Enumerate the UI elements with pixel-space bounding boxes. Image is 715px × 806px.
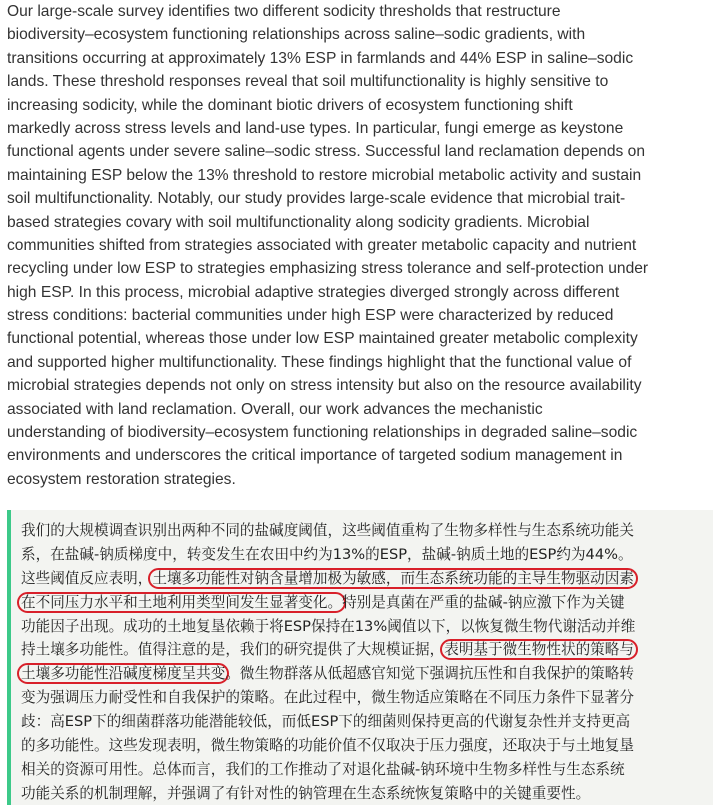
chinese-text-segment: 持土壤多功能性。值得注意的是，我们的研究提供了大规模证据， [21,641,445,659]
english-line: functional agents under severe saline–sodic stress. Successful land reclamation depends on [7,143,645,161]
chinese-translation-text [21,519,707,806]
chinese-text-segment: 这些阈值反应表明， [21,569,153,587]
english-abstract-paragraph [7,0,707,491]
english-line: based strategies covary with soil multifunctionality along sodicity gradients. Microbial [7,213,590,231]
blockquote-accent-bar [7,510,11,805]
english-line: recycling under low ESP to strategies emphasizing stress tolerance and self-protection under [7,260,649,278]
highlight-circle-covariation: 土壤多功能性沿碱度梯度呈共变 [17,663,229,684]
english-line: markedly across stress levels and land-use types. In particular, fungi emerge as keystone [7,119,624,137]
english-line: environments and underscores the critical importance of targeted sodium management in [7,447,623,465]
chinese-line [21,591,707,615]
chinese-text-segment: 。微生物群落从低超感官知觉下强调抗压性和自我保护的策略转 [225,665,634,683]
chinese-line: 的多功能性。这些发现表明，微生物策略的功能价值不仅取决于压力强度，还取决于与土地复垦 [21,737,634,755]
chinese-line [21,638,707,662]
english-line: communities shifted from strategies associated with greater metabolic capacity and nutrient [7,236,637,254]
english-line: ecosystem restoration strategies. [7,470,236,488]
english-line: lands. These threshold responses reveal that soil multifunctionality is highly sensitive to [7,73,609,91]
english-line: transitions occurring at approximately 13% ESP in farmlands and 44% ESP in saline–sodic [7,49,634,67]
english-line: maintaining ESP below the 13% threshold to restore microbial metabolic activity and sustain [7,166,642,184]
chinese-line: 系，在盐碱-钠质梯度中，转变发生在农田中约为13%的ESP，盐碱-钠质土地的ESP约为44%。 [21,545,633,563]
english-line: functional potential, whereas those under low ESP maintained greater metabolic complexity [7,330,638,348]
highlight-circle-multifunctionality-sensitivity: 土壤多功能性对钠含量增加极为敏感，而生态系统功能的主导生物驱动因素 [148,568,638,589]
english-line: increasing sodicity, while the dominant biotic drivers of ecosystem functioning shift [7,96,573,114]
english-line: microbial strategies depends not only on stress intensity but also on the resource availability [7,377,642,395]
chinese-line: 功能关系的机制理解，并强调了有针对性的钠管理在生态系统恢复策略中的关键重要性。 [21,784,591,802]
chinese-line [21,567,707,591]
chinese-line: 变为强调压力耐受性和自我保护的策略。在此过程中，微生物适应策略在不同压力条件下显著分 [21,689,634,707]
english-line: associated with land reclamation. Overall, our work advances the mechanistic [7,400,543,418]
chinese-line: 歧：高ESP下的细菌群落功能潜能较低，而低ESP下的细菌则保持更高的代谢复杂性并支持更高 [21,713,631,731]
english-line: high ESP. In this process, microbial adaptive strategies diverged strongly across different [7,283,620,301]
highlight-circle-trait-strategies: 表明基于微生物性状的策略与 [440,639,638,660]
chinese-line: 相关的资源可用性。总体而言，我们的工作推动了对退化盐碱-钠环境中生物多样性与生态系统 [21,760,625,778]
chinese-translation-blockquote [7,510,713,805]
highlight-circle-driver-shift: 在不同压力水平和土地利用类型间发生显著变化。 [17,592,346,613]
chinese-line: 我们的大规模调查识别出两种不同的盐碱度阈值，这些阈值重构了生物多样性与生态系统功能关 [21,522,634,539]
english-line: understanding of biodiversity–ecosystem functioning relationships in degraded saline–sodic [7,424,638,442]
english-line: stress conditions: bacterial communities under high ESP were characterized by reduced [7,307,614,325]
chinese-line [21,662,707,686]
chinese-text-segment: 特别是真菌在严重的盐碱-钠应激下作为关键 [342,593,625,611]
english-line: Our large-scale survey identifies two different sodicity thresholds that restructure [7,3,561,20]
chinese-line: 功能因子出现。成功的土地复垦依赖于将ESP保持在13%阈值以下，以恢复微生物代谢活动并维 [21,617,636,635]
english-line: and supported higher multifunctionality. These findings highlight that the functional value of [7,353,632,371]
english-line: soil multifunctionality. Notably, our study provides large-scale evidence that microbial trait- [7,190,626,208]
english-line: biodiversity–ecosystem functioning relationships across saline–sodic gradients, with [7,26,586,44]
